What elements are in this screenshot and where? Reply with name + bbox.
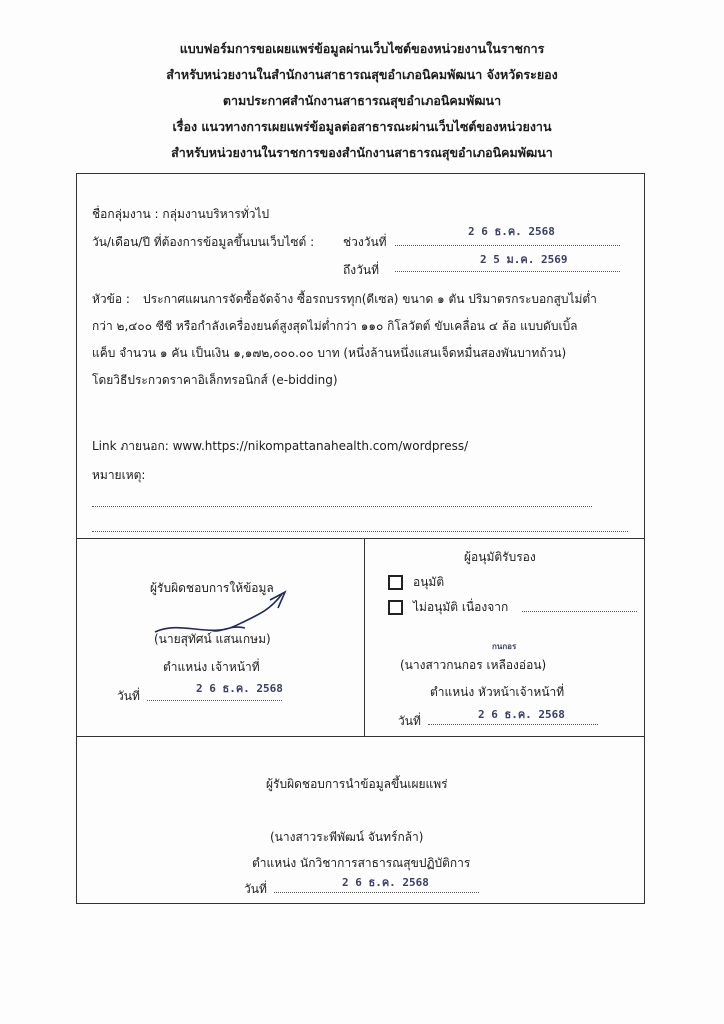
subject-line-4: โดยวิธีประกวดราคาอิเล็กทรอนิกส์ (e-bidding): [92, 373, 338, 387]
date-label: วัน/เดือน/ปี ที่ต้องการข้อมูลขึ้นบนเว็บไซต์ :: [92, 235, 315, 249]
left-date-value: 2 6 ธ.ค. 2568: [196, 682, 283, 695]
bottom-date-line: [274, 892, 479, 893]
subject-label: หัวข้อ :: [92, 292, 130, 306]
to-date-value: 2 5 ม.ค. 2569: [480, 253, 568, 266]
right-date-label: วันที่: [398, 714, 421, 728]
left-sign-name: (นายสุทัศน์ แสนเกษม): [154, 632, 271, 646]
right-signature: กนกอร: [492, 642, 517, 651]
note-line-2: [92, 531, 628, 532]
reject-reason-line: [522, 611, 637, 612]
right-date-line: [428, 724, 598, 725]
header-line-2: สำหรับหน่วยงานในสำนักงานสาธารณสุขอำเภอนิคมพัฒนา จังหวัดระยอง: [166, 67, 558, 82]
bottom-sign-position: ตำแหน่ง นักวิชาการสาธารณสุขปฏิบัติการ: [252, 856, 471, 870]
reject-checkbox[interactable]: [388, 600, 403, 615]
header-line-4: เรื่อง แนวทางการเผยแพร่ข้อมูลต่อสาธารณะผ่านเว็บไซต์ของหน่วยงาน: [172, 119, 552, 134]
from-date-value: 2 6 ธ.ค. 2568: [468, 225, 555, 238]
external-link[interactable]: Link ภายนอก: www.https://nikompattanahealth.com/wordpress/: [92, 439, 469, 453]
to-date-line: [395, 271, 620, 272]
bottom-sign-name: (นางสาวระพีพัฒน์ จันทร์กล้า): [270, 830, 424, 844]
from-date-line: [395, 245, 620, 246]
header-line-5: สำหรับหน่วยงานในราชการของสำนักงานสาธารณสุขอำเภอนิคมพัฒนา: [171, 145, 553, 160]
group-line: ชื่อกลุ่มงาน : กลุ่มงานบริหารทั่วไป: [92, 207, 270, 221]
right-sign-title: ผู้อนุมัติรับรอง: [464, 550, 536, 564]
bottom-date-label: วันที่: [244, 882, 267, 896]
left-sign-position: ตำแหน่ง เจ้าหน้าที่: [163, 660, 260, 674]
subject-line-3: แค็บ จำนวน ๑ คัน เป็นเงิน ๑,๑๗๒,๐๐๐.๐๐ บาท (หนึ่งล้านหนึ่งแสนเจ็ดหมื่นสองพันบาทถ้วน): [92, 346, 567, 360]
approve-checkbox[interactable]: [388, 575, 403, 590]
subject-line-2: กว่า ๒,๔๐๐ ซีซี หรือกำลังเครื่องยนต์สูงสุดไม่ต่ำกว่า ๑๑๐ กิโลวัตต์ ขับเคลื่อน ๔ ล้อ แบบดับเบิ้ล: [92, 319, 578, 333]
note-line-1: [92, 506, 592, 507]
note-label: หมายเหตุ:: [92, 468, 146, 482]
right-sign-position: ตำแหน่ง หัวหน้าเจ้าหน้าที่: [430, 685, 565, 699]
left-sign-title: ผู้รับผิดชอบการให้ข้อมูล: [150, 581, 274, 595]
reject-label: ไม่อนุมัติ เนื่องจาก: [413, 600, 509, 614]
bottom-date-value: 2 6 ธ.ค. 2568: [342, 876, 429, 889]
left-date-line: [147, 700, 282, 701]
right-sign-name: (นางสาวกนกอร เหลืองอ่อน): [400, 658, 547, 672]
from-label: ช่วงวันที่: [343, 235, 387, 249]
header-line-1: แบบฟอร์มการขอเผยแพร่ข้อมูลผ่านเว็บไซต์ของหน่วยงานในราชการ: [179, 41, 545, 56]
to-label: ถึงวันที่: [343, 263, 379, 277]
approve-label: อนุมัติ: [413, 575, 445, 589]
right-date-value: 2 6 ธ.ค. 2568: [478, 708, 565, 721]
left-date-label: วันที่: [117, 689, 140, 703]
divider-vertical: [364, 538, 365, 736]
subject-line-1: ประกาศแผนการจัดซื้อจัดจ้าง ซื้อรถบรรทุก(ดีเซล) ขนาด ๑ ตัน ปริมาตรกระบอกสูบไม่ต่ำ: [143, 292, 597, 306]
bottom-sign-title: ผู้รับผิดชอบการนำข้อมูลขึ้นเผยแพร่: [266, 777, 448, 791]
divider-bottom: [76, 736, 644, 737]
divider-middle: [76, 538, 644, 539]
header-line-3: ตามประกาศสำนักงานสาธารณสุขอำเภอนิคมพัฒนา: [222, 93, 502, 108]
